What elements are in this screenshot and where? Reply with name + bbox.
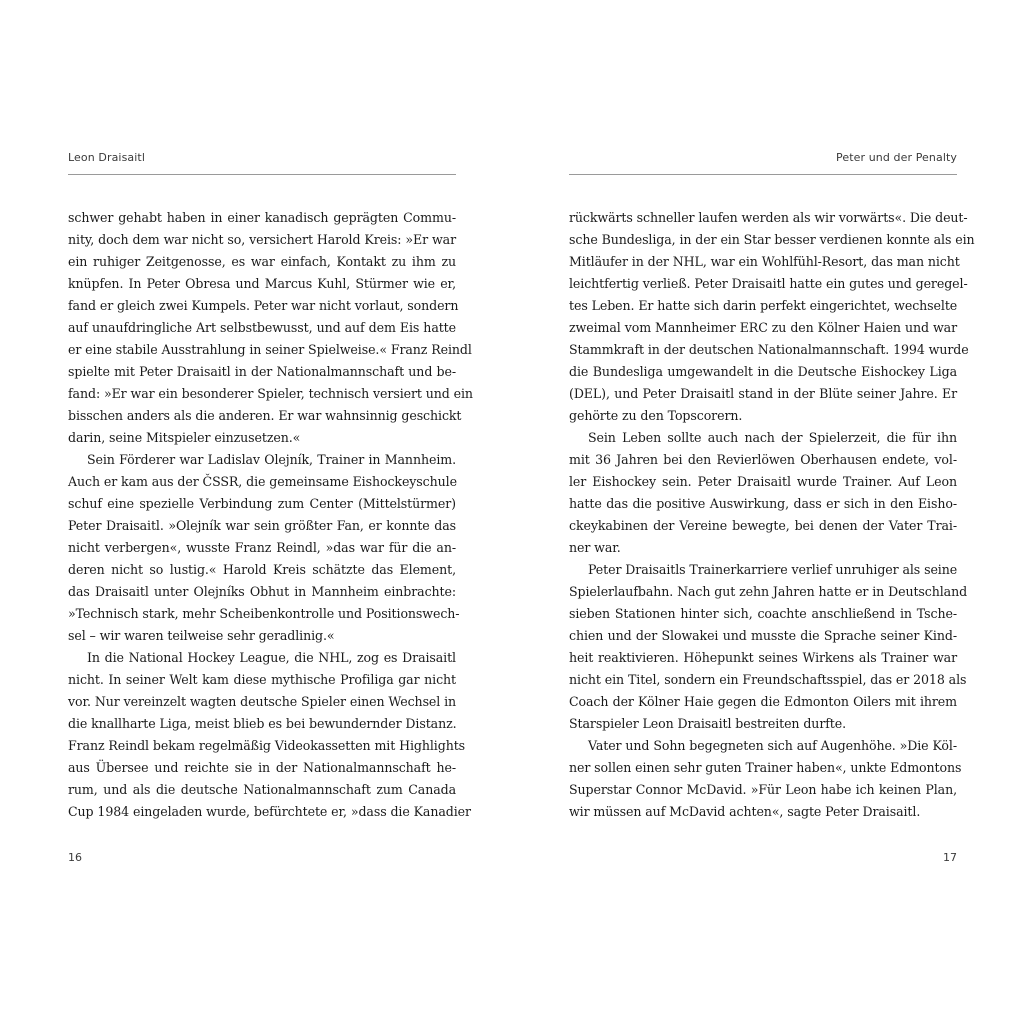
- text-line: ner sollen einen sehr guten Trainer haben«, unkte Edmontons: [569, 760, 962, 775]
- text-line: Cup 1984 eingeladen wurde, befürchtete er, »dass die Kanadier: [68, 804, 471, 819]
- text-line: Sein Leben sollte auch nach der Spielerzeit, die für ihn: [588, 430, 957, 445]
- page-number-left: 16: [68, 851, 82, 864]
- text-line: wir müssen auf McDavid achten«, sagte Peter Draisaitl.: [569, 804, 921, 819]
- text-line: bisschen anders als die anderen. Er war wahnsinnig geschickt: [68, 408, 462, 423]
- text-line: leichtfertig verließ. Peter Draisaitl hatte ein gutes und geregel-: [569, 276, 968, 291]
- text-line: nicht. In seiner Welt kam diese mythische Profiliga gar nicht: [68, 672, 456, 687]
- text-line: fand er gleich zwei Kumpels. Peter war nicht vorlaut, sondern: [68, 298, 459, 313]
- text-line: mit 36 Jahren bei den Revierlöwen Oberhausen endete, vol-: [569, 452, 957, 467]
- text-line: Peter Draisaitls Trainerkarriere verlief unruhiger als seine: [588, 562, 958, 577]
- text-line: ler Eishockey sein. Peter Draisaitl wurde Trainer. Auf Leon: [569, 474, 957, 489]
- text-line: In die National Hockey League, die NHL, zog es Draisaitl: [87, 650, 456, 665]
- text-line: ner war.: [569, 540, 621, 555]
- text-line: rum, und als die deutsche Nationalmannschaft zum Canada: [68, 782, 456, 797]
- header-rule-left: [68, 174, 456, 175]
- text-line: deren nicht so lustig.« Harold Kreis schätzte das Element,: [68, 562, 456, 577]
- text-line: sche Bundesliga, in der ein Star besser verdienen konnte als ein: [569, 232, 975, 247]
- text-line: schuf eine spezielle Verbindung zum Center (Mittelstürmer): [68, 496, 456, 511]
- text-line: nity, doch dem war nicht so, versichert Harold Kreis: »Er war: [68, 232, 456, 247]
- text-line: spielte mit Peter Draisaitl in der Nationalmannschaft und be-: [68, 364, 456, 379]
- text-line: Vater und Sohn begegneten sich auf Augenhöhe. »Die Köl-: [588, 738, 957, 753]
- text-line: Starspieler Leon Draisaitl bestreiten durfte.: [569, 716, 847, 731]
- text-line: darin, seine Mitspieler einzusetzen.«: [68, 430, 301, 445]
- text-line: das Draisaitl unter Olejníks Obhut in Mannheim einbrachte:: [68, 584, 456, 599]
- text-line: »Technisch stark, mehr Scheibenkontrolle und Positionswech-: [68, 606, 460, 621]
- text-line: er eine stabile Ausstrahlung in seiner Spielweise.« Franz Reindl: [68, 342, 472, 357]
- text-line: ein ruhiger Zeitgenosse, es war einfach, Kontakt zu ihm zu: [68, 254, 456, 269]
- text-line: Franz Reindl bekam regelmäßig Videokassetten mit Highlights: [68, 738, 466, 753]
- text-line: Coach der Kölner Haie gegen die Edmonton Oilers mit ihrem: [569, 694, 957, 709]
- text-line: ckeykabinen der Vereine bewegte, bei denen der Vater Trai-: [569, 518, 957, 533]
- text-line: gehörte zu den Topscorern.: [569, 408, 743, 423]
- text-line: fand: »Er war ein besonderer Spieler, technisch versiert und ein: [68, 386, 473, 401]
- text-line: tes Leben. Er hatte sich darin perfekt eingerichtet, wechselte: [569, 298, 958, 313]
- text-line: knüpfen. In Peter Obresa und Marcus Kuhl, Stürmer wie er,: [68, 276, 456, 291]
- text-line: vor. Nur vereinzelt wagten deutsche Spieler einen Wechsel in: [68, 694, 457, 709]
- text-line: Spielerlaufbahn. Nach gut zehn Jahren hatte er in Deutschland: [569, 584, 968, 599]
- text-line: auf unaufdringliche Art selbstbewusst, und auf dem Eis hatte: [68, 320, 456, 335]
- text-line: hatte das die positive Auswirkung, dass er sich in den Eisho-: [569, 496, 957, 511]
- text-line: Superstar Connor McDavid. »Für Leon habe ich keinen Plan,: [569, 782, 957, 797]
- text-line: nicht verbergen«, wusste Franz Reindl, »das war für die an-: [68, 540, 456, 555]
- text-line: aus Übersee und reichte sie in der Nationalmannschaft he-: [68, 760, 456, 775]
- text-line: schwer gehabt haben in einer kanadisch geprägten Commu-: [68, 210, 456, 225]
- body-text-left: [68, 207, 473, 823]
- running-head-right: Peter und der Penalty: [836, 151, 957, 164]
- text-line: die knallharte Liga, meist blieb es bei bewundernder Distanz.: [68, 716, 457, 731]
- page-number-right: 17: [943, 851, 957, 864]
- body-text-right: [569, 207, 975, 823]
- text-line: Mitläufer in der NHL, war ein Wohlfühl-Resort, das man nicht: [569, 254, 960, 269]
- text-line: chien und der Slowakei und musste die Sprache seiner Kind-: [569, 628, 957, 643]
- text-line: heit reaktivieren. Höhepunkt seines Wirkens als Trainer war: [569, 650, 957, 665]
- text-line: die Bundesliga umgewandelt in die Deutsche Eishockey Liga: [569, 364, 957, 379]
- header-rule-right: [569, 174, 957, 175]
- text-line: Sein Förderer war Ladislav Olejník, Trainer in Mannheim.: [87, 452, 456, 467]
- text-line: sel – wir waren teilweise sehr geradlinig.«: [68, 628, 335, 643]
- text-line: zweimal vom Mannheimer ERC zu den Kölner Haien und war: [569, 320, 957, 335]
- running-head-left: Leon Draisaitl: [68, 151, 145, 164]
- text-line: rückwärts schneller laufen werden als wir vorwärts«. Die deut-: [569, 210, 968, 225]
- text-line: sieben Stationen hinter sich, coachte anschließend in Tsche-: [569, 606, 957, 621]
- text-line: Auch er kam aus der ČSSR, die gemeinsame Eishockeyschule: [68, 474, 457, 489]
- text-line: Peter Draisaitl. »Olejník war sein größter Fan, er konnte das: [68, 518, 456, 533]
- text-line: nicht ein Titel, sondern ein Freundschaftsspiel, das er 2018 als: [569, 672, 967, 687]
- text-line: (DEL), und Peter Draisaitl stand in der Blüte seiner Jahre. Er: [569, 386, 957, 401]
- text-line: Stammkraft in der deutschen Nationalmannschaft. 1994 wurde: [569, 342, 969, 357]
